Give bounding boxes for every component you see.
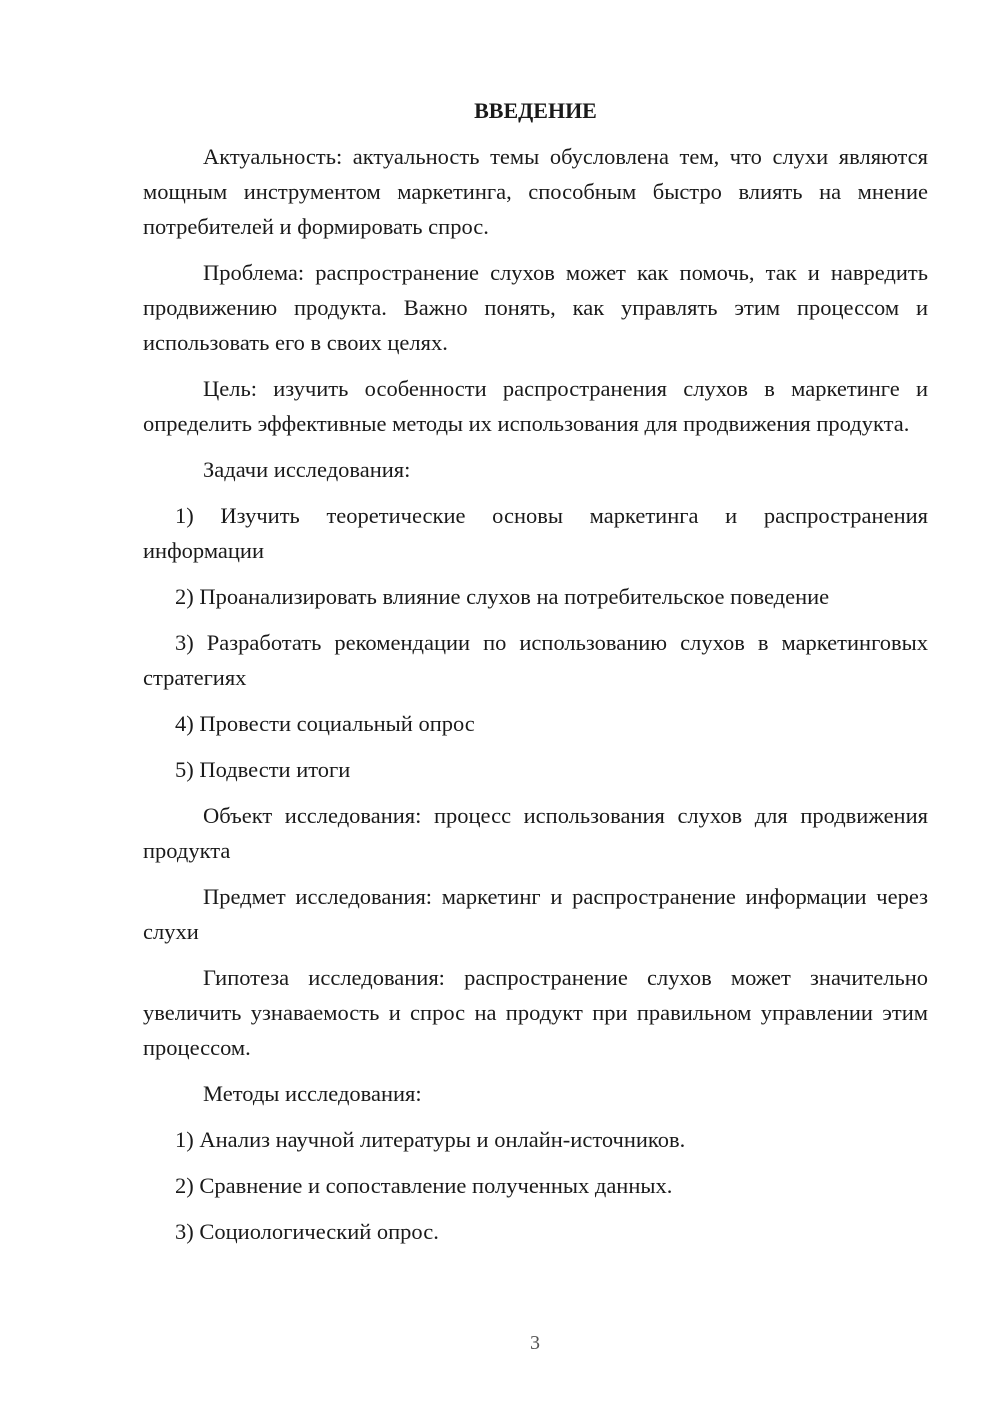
task-item: 3) Разработать рекомендации по использованию слухов в маркетинговых стратегиях — [143, 630, 928, 690]
method-item: 1) Анализ научной литературы и онлайн-источников. — [175, 1127, 686, 1152]
task-item: 4) Провести социальный опрос — [175, 711, 475, 736]
relevance-paragraph: Актуальность: актуальность темы обусловлена тем, что слухи являются мощным инструментом маркетинга, способным быстро влиять на мнение потребителей и формировать спрос. — [143, 144, 928, 239]
object-paragraph: Объект исследования: процесс использования слухов для продвижения продукта — [143, 803, 928, 863]
task-item: 1) Изучить теоретические основы маркетинга и распространения информации — [143, 503, 928, 563]
hypothesis-paragraph: Гипотеза исследования: распространение слухов может значительно увеличить узнаваемость и спрос на продукт при правильном управлении этим процессом. — [143, 965, 928, 1060]
methods-heading: Методы исследования: — [203, 1081, 422, 1106]
tasks-heading: Задачи исследования: — [203, 457, 411, 482]
method-item: 3) Социологический опрос. — [175, 1219, 439, 1244]
method-item: 2) Сравнение и сопоставление полученных данных. — [175, 1173, 673, 1198]
problem-paragraph: Проблема: распространение слухов может как помочь, так и навредить продвижению продукта. Важно понять, как управлять этим процессом и использовать его в своих целях. — [143, 260, 928, 355]
goal-paragraph: Цель: изучить особенности распространения слухов в маркетинге и определить эффективные методы их использования для продвижения продукта. — [143, 376, 928, 436]
task-item: 2) Проанализировать влияние слухов на потребительское поведение — [175, 584, 830, 609]
task-item: 5) Подвести итоги — [175, 757, 351, 782]
subject-paragraph: Предмет исследования: маркетинг и распространение информации через слухи — [143, 884, 928, 944]
document-page — [143, 96, 928, 1260]
section-title: ВВЕДЕНИЕ — [474, 98, 597, 123]
page-number: 3 — [530, 1332, 540, 1354]
